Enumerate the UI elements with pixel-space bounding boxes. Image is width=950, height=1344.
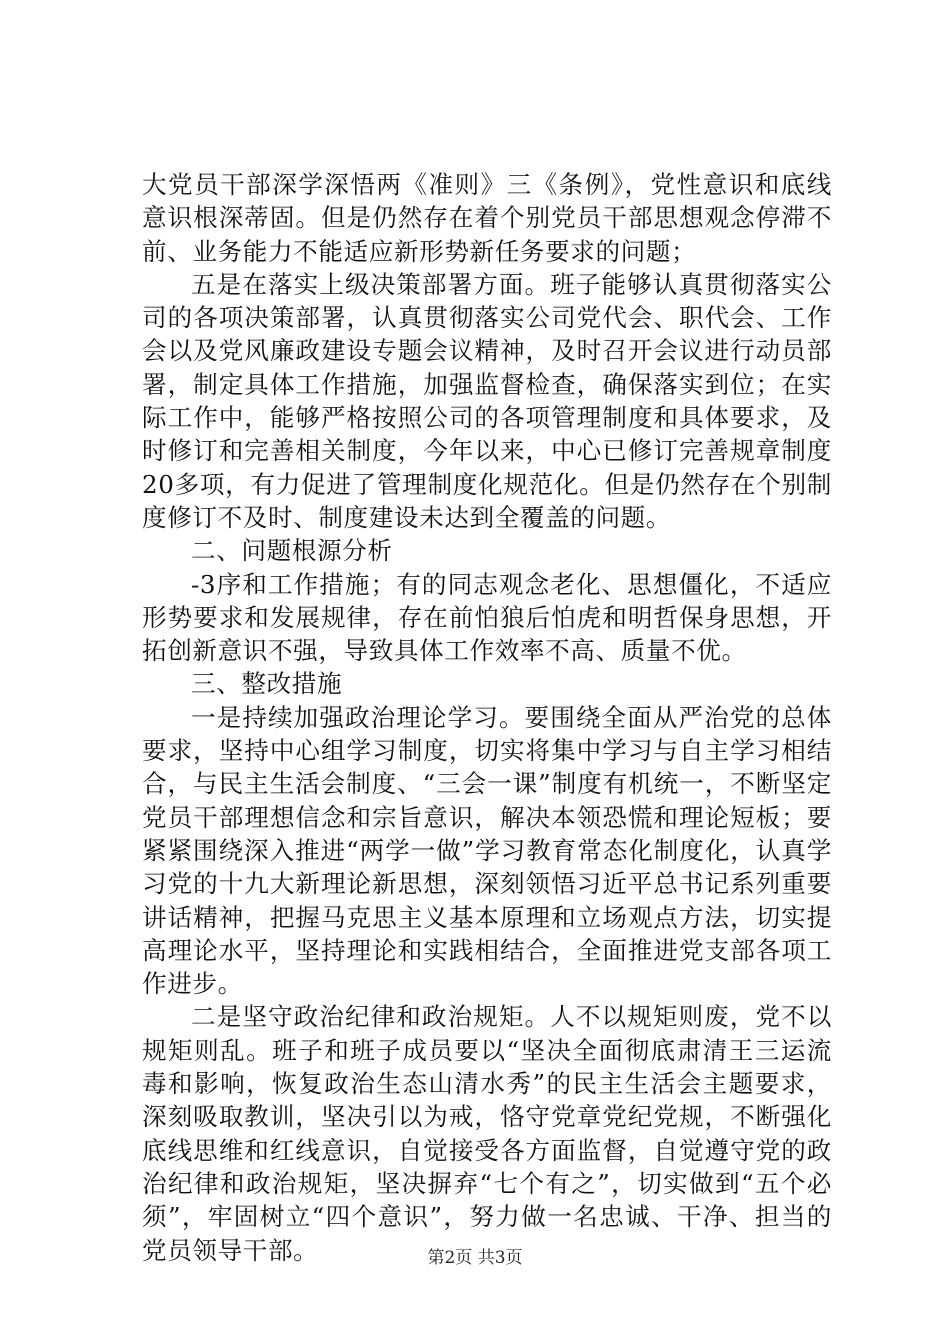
paragraph-root-cause: -3序和工作措施；有的同志观念老化、思想僵化，不适应形势要求和发展规律，存在前怕狼后怕虎和明哲保身思想，开拓创新意识不强，导致具体工作效率不高、质量不优。 <box>142 569 832 666</box>
page-number-footer: 第2页 共3页 <box>427 1248 523 1268</box>
document-body <box>142 168 832 1267</box>
section-heading-rectification: 三、整改措施 <box>191 669 343 699</box>
paragraph-point-five: 五是在落实上级决策部署方面。班子能够认真贯彻落实公司的各项决策部署，认真贯彻落实公司党代会、职代会、工作会以及党风廉政建设专题会议精神，及时召开会议进行动员部署，制定具体工作措施，加强监督检查，确保落实到位；在实际工作中，能够严格按照公司的各项管理制度和具体要求，及时修订和完善相关制度，今年以来，中心已修订完善规章制度20多项，有力促进了管理制度化规范化。但是仍然存在个别制度修订不及时、制度建设未达到全覆盖的问题。 <box>142 269 832 532</box>
section-heading-root-cause: 二、问题根源分析 <box>191 536 393 566</box>
paragraph-measure-two: 二是坚守政治纪律和政治规矩。人不以规矩则废，党不以规矩则乱。班子和班子成员要以“坚决全面彻底肃清王三运流毒和影响，恢复政治生态山清水秀”的民主生活会主题要求，深刻吸取教训，坚决引以为戒，恪守党章党纪党规，不断强化底线思维和红线意识，自觉接受各方面监督，自觉遵守党的政治纪律和政治规矩，坚决摒弃“七个有之”，切实做到“五个必须”，牢固树立“四个意识”，努力做一名忠诚、干净、担当的党员领导干部。 <box>142 1002 832 1265</box>
paragraph-continuation: 大党员干部深学深悟两《准则》三《条例》，党性意识和底线意识根深蒂固。但是仍然存在着个别党员干部思想观念停滞不前、业务能力不能适应新形势新任务要求的问题； <box>142 170 832 266</box>
paragraph-measure-one: 一是持续加强政治理论学习。要围绕全面从严治党的总体要求，坚持中心组学习制度，切实将集中学习与自主学习相结合，与民主生活会制度、“三会一课”制度有机统一，不断坚定党员干部理想信念和宗旨意识，解决本领恐慌和理论短板；要紧紧围绕深入推进“两学一做”学习教育常态化制度化，认真学习党的十九大新理论新思想，深刻领悟习近平总书记系列重要讲话精神，把握马克思主义基本原理和立场观点方法，切实提高理论水平，坚持理论和实践相结合，全面推进党支部各项工作进步。 <box>142 702 832 999</box>
